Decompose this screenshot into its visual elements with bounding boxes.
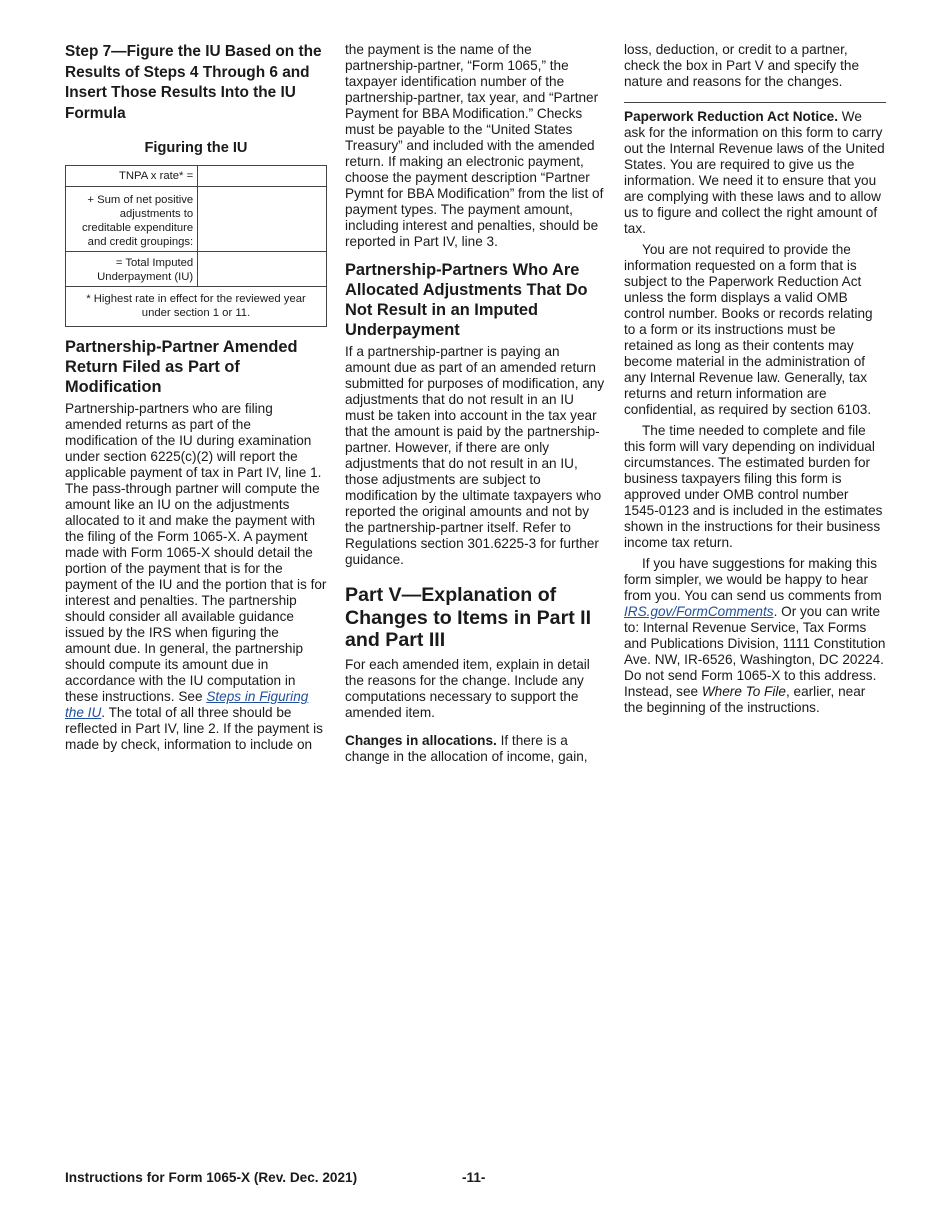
steps-in-figuring-link[interactable]: Steps in Figuring the IU (65, 689, 309, 720)
amended-return-paragraph (65, 401, 327, 753)
table-row (66, 187, 327, 252)
step7-heading: Step 7—Figure the IU Based on the Results of Steps 4 Through 6 and Insert Those Results Into the IU Formula (65, 43, 322, 122)
suggest-text-b: . Or you can write to: Internal Revenue Service, Tax Forms and Publications Division, 1111 Constitution Ave. NW, IR-6526, Washington, DC 20224. Do not send Form 1065-X to this address. Instead, see (624, 604, 886, 699)
allocation-continued-paragraph: loss, deduction, or credit to a partner, check the box in Part V and specify the nature and reasons for the changes. (624, 42, 860, 89)
changes-text: If there is a change in the allocation of income, gain, (345, 732, 588, 764)
where-to-file-reference: Where To File (701, 684, 786, 699)
suggest-text-a: If you have suggestions for making this form simpler, we would be happy to hear from you. You can send us comments from (624, 556, 882, 603)
amended-return-heading: Partnership-Partner Amended Return Filed as Part of Modification (65, 338, 298, 396)
footer-title: Instructions for Form 1065-X (Rev. Dec. 2021) (65, 1170, 358, 1185)
table-row-label: = Total Imputed Underpayment (IU) (66, 252, 198, 287)
payment-continued-paragraph: the payment is the name of the partnership-partner, “Form 1065,” the taxpayer identification number of the partnership-partner, tax year, and “Partner Payment for BBA Modification.” Checks must be payable to the “United States Treasury” and included with the amended return. If making an electronic payment, choose the payment description “Partner Pymnt for BBA Modification” from the list of payment types. The payment amount, including interest and penalties, should be reported in Part IV, line 3. (345, 42, 604, 249)
column-1 (65, 42, 327, 753)
suggest-text-c: , earlier, near the beginning of the instructions. (624, 684, 866, 715)
table-row-label: TNPA x rate* = (66, 166, 198, 187)
iu-formula-table (65, 165, 327, 327)
page-number: -11- (462, 1170, 486, 1185)
column-3 (624, 42, 886, 716)
table-row (66, 287, 327, 327)
table-row (66, 252, 327, 287)
part5-paragraph: For each amended item, explain in detail the reasons for the change. Include any computations necessary to support the amended item. (345, 656, 590, 720)
table-note: * Highest rate in effect for the reviewed year under section 1 or 11. (66, 287, 327, 327)
suggestions-paragraph (624, 556, 886, 716)
table-row-value (198, 187, 327, 252)
paperwork-paragraph-3: The time needed to complete and file this form will vary depending on individual circumstances. The estimated burden for business taxpayers filing this form is approved under OMB control number 1545-0123 and is included in the estimates shown in the instructions for their business income tax return. (624, 423, 883, 550)
paperwork-lead: Paperwork Reduction Act Notice. (624, 109, 839, 124)
table-row-value (198, 166, 327, 187)
part5-heading: Part V—Explanation of Changes to Items in Part II and Part III (345, 584, 592, 651)
changes-in-allocations-paragraph (345, 733, 607, 765)
allocated-adjustments-paragraph: If a partnership-partner is paying an amount due as part of an amended return submitted for purposes of modification, any adjustments that do not result in an IU must be taken into account in the tax year that the amount is paid by the partnership-partner. However, if there are only adjustments that do not result in an IU, those adjustments are subject to modification by the ultimate taxpayers who reported the original amounts and not by the partnership-partner itself. Refer to Regulations section 301.6225-3 for further guidance. (345, 344, 605, 567)
paperwork-text-1: We ask for the information on this form to carry out the Internal Revenue laws of the United States. You are required to give us the information. We need it to ensure that you are complying with these laws and to allow us to figure and collect the right amount of tax. (624, 109, 885, 236)
divider (624, 102, 886, 103)
changes-lead: Changes in allocations. (345, 732, 497, 748)
paperwork-paragraph-2: You are not required to provide the information requested on a form that is subject to the Paperwork Reduction Act unless the form displays a valid OMB control number. Books or records relating to a form or its instructions must be retained as long as their contents may become material in the administration of any Internal Revenue law. Generally, tax returns and return information are confidential, as required by section 6103. (624, 242, 873, 417)
amended-text-a: Partnership-partners who are filing amended returns as part of the modification of the IU during examination under section 6225(c)(2) will report the applicable payment of tax in Part IV, line 1. The pass-through partner will compute the amount like an IU on the adjustments allocated to it and make the payment with the filing of the Form 1065-X. A payment made with Form 1065-X should detail the portion of the payment that is for the payment of the IU and the portion that is for interest and penalties. The partnership should consider all available guidance issued by the IRS when figuring the amount due. In general, the partnership should compute its amount due in accordance with the IU computation in these instructions. See (65, 401, 327, 704)
table-row (66, 166, 327, 187)
column-2 (345, 42, 607, 765)
table-row-label: + Sum of net positive adjustments to creditable expenditure and credit groupings: (66, 187, 198, 252)
paperwork-paragraph-1 (624, 109, 886, 237)
amended-text-b: . The total of all three should be reflected in Part IV, line 2. If the payment is made by check, information to include on (65, 705, 323, 752)
table-title: Figuring the IU (144, 140, 248, 156)
form-comments-link[interactable]: IRS.gov/FormComments (624, 604, 774, 619)
table-row-value (198, 252, 327, 287)
allocated-adjustments-heading: Partnership-Partners Who Are Allocated Adjustments That Do Not Result in an Imputed Underpayment (345, 261, 588, 339)
